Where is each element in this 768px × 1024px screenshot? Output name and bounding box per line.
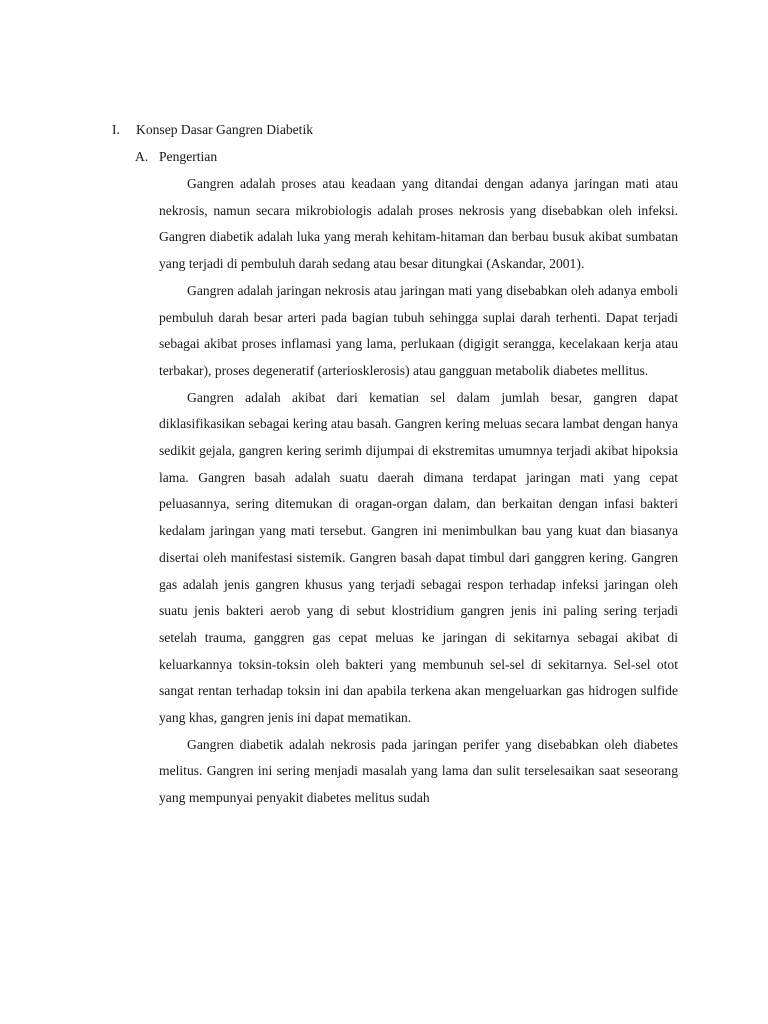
subsection-title: Pengertian	[159, 149, 218, 164]
paragraph: Gangren diabetik adalah nekrosis pada jaringan perifer yang disebabkan oleh diabetes melitus. Gangren ini sering menjadi masalah yang lama dan sulit terselesaikan saat seseorang yang mempunyai penyakit diabetes melitus sudah	[159, 736, 678, 806]
subsection-number: A.	[135, 149, 149, 164]
paragraph: Gangren adalah akibat dari kematian sel dalam jumlah besar, gangren dapat diklasifikasikan sebagai kering atau basah. Gangren kering meluas secara lambat dengan hanya sedikit gejala, gangren kering serimh dijumpai di ekstremitas umumnya terjadi akibat hipoksia lama. Gangren basah adalah suatu daerah dimana terdapat jaringan mati yang cepat peluasannya, sering ditemukan di oragan-organ dalam, dan berkaitan dengan infasi bakteri kedalam jaringan yang mati tersebut. Gangren ini menimbulkan bau yang kuat dan biasanya disertai oleh manifestasi sistemik. Gangren basah dapat timbul dari ganggren kering. Gangren gas adalah jenis gangren khusus yang terjadi sebagai respon terhadap infeksi jaringan oleh suatu jenis bakteri aerob yang di sebut klostridium gangren jenis ini paling sering terjadi setelah trauma, ganggren gas cepat meluas ke jaringan di sekitarnya sebagai akibat di keluarkannya toksin-toksin oleh bakteri yang membunuh sel-sel di sekitarnya. Sel-sel otot sangat rentan terhadap toksin ini dan apabila terkena akan mengeluarkan gas hidrogen sulfide yang khas, gangren jenis ini dapat mematikan.	[159, 389, 678, 726]
paragraph: Gangren adalah proses atau keadaan yang ditandai dengan adanya jaringan mati atau nekrosis, namun secara mikrobiologis adalah proses nekrosis yang disebabkan oleh infeksi. Gangren diabetik adalah luka yang merah kehitam-hitaman dan berbau busuk akibat sumbatan yang terjadi di pembuluh darah sedang atau besar ditungkai (Askandar, 2001).	[159, 176, 678, 272]
paragraph: Gangren adalah jaringan nekrosis atau jaringan mati yang disebabkan oleh adanya emboli pembuluh darah besar arteri pada bagian tubuh sehingga suplai darah terhenti. Dapat terjadi sebagai akibat proses inflamasi yang lama, perlukaan (digigit serangga, kecelakaan kerja atau terbakar), proses degeneratif (arteriosklerosis) atau gangguan metabolik diabetes mellitus.	[159, 282, 678, 378]
subsection-heading	[135, 144, 217, 170]
section-title: Konsep Dasar Gangren Diabetik	[136, 122, 314, 137]
document-body	[159, 171, 678, 812]
section-heading	[112, 117, 313, 143]
section-number: I.	[112, 122, 120, 137]
